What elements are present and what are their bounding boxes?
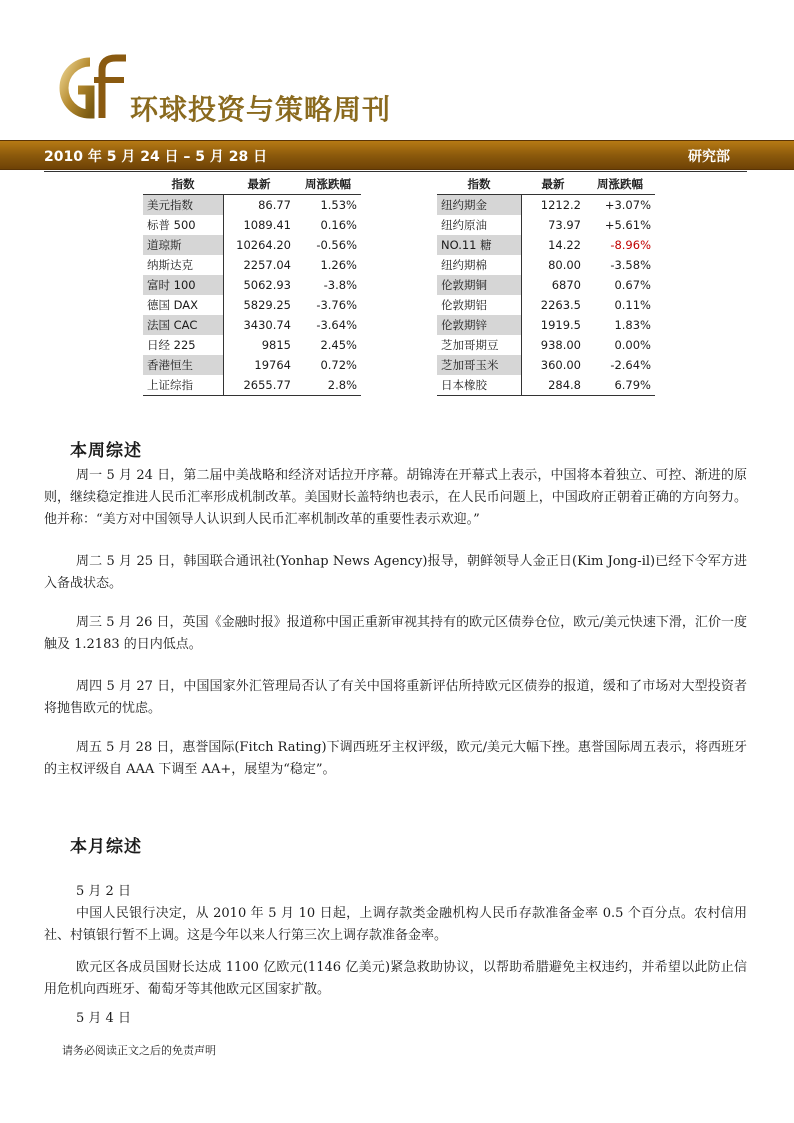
weekly-change: 1.26% — [320, 258, 357, 272]
index-name: 标普 500 — [143, 215, 223, 235]
latest-value: 1919.5 — [540, 318, 581, 332]
weekly-change: +3.07% — [604, 198, 651, 212]
table-row — [143, 295, 361, 315]
table-row — [143, 235, 361, 255]
index-name: 美元指数 — [143, 195, 223, 216]
table-row — [143, 195, 361, 216]
weekly-change: 0.11% — [614, 298, 651, 312]
table-row — [437, 195, 655, 216]
date-bar — [0, 140, 794, 170]
date-range: 2010 年 5 月 24 日 – 5 月 28 日 — [44, 149, 268, 165]
index-name: 富时 100 — [143, 275, 223, 295]
weekly-change: 1.83% — [614, 318, 651, 332]
monthly-paragraph: 中国人民银行决定，从 2010 年 5 月 10 日起，上调存款类金融机构人民币存款准备金率 0.5 个百分点。农村信用社、村镇银行暂不上调。这是今年以来人行第三次上调存款准备金率。 — [44, 906, 747, 943]
col-header: 最新 — [223, 174, 295, 195]
table-row — [143, 315, 361, 335]
header-divider — [44, 171, 747, 172]
table-row — [143, 335, 361, 355]
commodity-name: 伦敦期锌 — [437, 315, 521, 335]
weekly-change: -3.8% — [323, 278, 357, 292]
weekly-change: 2.8% — [295, 375, 361, 396]
latest-value: 14.22 — [548, 238, 581, 252]
col-header: 周涨跌幅 — [295, 174, 361, 195]
latest-value: 10264.20 — [236, 238, 291, 252]
table-row — [437, 295, 655, 315]
commodity-name: 纽约原油 — [437, 215, 521, 235]
weekly-change: 2.45% — [320, 338, 357, 352]
weekly-change: +5.61% — [604, 218, 651, 232]
index-table — [143, 174, 361, 396]
table-row — [143, 275, 361, 295]
weekly-change: -0.56% — [316, 238, 357, 252]
weekly-paragraph-wed: 周三 5 月 26 日，英国《金融时报》报道称中国正重新审视其持有的欧元区债券仓位，欧元/美元快速下滑，汇价一度触及 1.2183 的日内低点。 — [44, 615, 747, 652]
department-label: 研究部 — [688, 149, 730, 165]
table-row — [437, 335, 655, 355]
latest-value: 5829.25 — [243, 298, 291, 312]
weekly-change: 0.00% — [614, 338, 651, 352]
commodity-name: 伦敦期铜 — [437, 275, 521, 295]
commodity-table — [437, 174, 655, 396]
weekly-change: -3.76% — [316, 298, 357, 312]
index-name: 日经 225 — [143, 335, 223, 355]
commodity-name: NO.11 糖 — [437, 235, 521, 255]
col-header: 指数 — [143, 174, 223, 195]
latest-value: 73.97 — [548, 218, 581, 232]
latest-value: 19764 — [254, 358, 291, 372]
table-row — [437, 375, 655, 396]
table-row — [437, 215, 655, 235]
weekly-change: 0.16% — [320, 218, 357, 232]
latest-value: 284.8 — [521, 375, 585, 396]
index-name: 道琼斯 — [143, 235, 223, 255]
weekly-paragraph-fri: 周五 5 月 28 日，惠誉国际(Fitch Rating)下调西班牙主权评级，欧元/美元大幅下挫。惠誉国际周五表示，将西班牙的主权评级自 AAA 下调至 AA+，展望为“稳定”。 — [44, 740, 747, 777]
index-name: 香港恒生 — [143, 355, 223, 375]
table-row — [143, 355, 361, 375]
index-name: 德国 DAX — [143, 295, 223, 315]
monthly-date: 5 月 2 日 — [76, 884, 131, 899]
disclaimer-footer: 请务必阅读正文之后的免责声明 — [62, 1044, 216, 1057]
commodity-name: 纽约期金 — [437, 195, 521, 216]
weekly-summary-title: 本周综述 — [70, 441, 142, 461]
latest-value: 9815 — [261, 338, 291, 352]
index-name: 法国 CAC — [143, 315, 223, 335]
col-header: 指数 — [437, 174, 521, 195]
index-name: 纳斯达克 — [143, 255, 223, 275]
table-row — [437, 235, 655, 255]
index-name: 上证综指 — [143, 375, 223, 396]
table-row — [437, 255, 655, 275]
table-row — [143, 375, 361, 396]
latest-value: 3430.74 — [243, 318, 291, 332]
latest-value: 80.00 — [548, 258, 581, 272]
latest-value: 2655.77 — [223, 375, 295, 396]
table-row — [143, 255, 361, 275]
latest-value: 938.00 — [540, 338, 581, 352]
latest-value: 6870 — [551, 278, 581, 292]
commodity-name: 芝加哥期豆 — [437, 335, 521, 355]
weekly-change: 0.67% — [614, 278, 651, 292]
weekly-paragraph-thu: 周四 5 月 27 日，中国国家外汇管理局否认了有关中国将重新评估所持欧元区债券的报道，缓和了市场对大型投资者将抛售欧元的忧虑。 — [44, 679, 747, 716]
weekly-change: -8.96% — [610, 238, 651, 252]
brand-title: 环球投资与策略周刊 — [130, 93, 392, 126]
table-row — [143, 215, 361, 235]
monthly-paragraph: 欧元区各成员国财长达成 1100 亿欧元(1146 亿美元)紧急救助协议，以帮助希腊避免主权违约，并希望以此防止信用危机向西班牙、葡萄牙等其他欧元区国家扩散。 — [44, 960, 747, 997]
commodity-name: 伦敦期铝 — [437, 295, 521, 315]
weekly-paragraph-tue: 周二 5 月 25 日，韩国联合通讯社(Yonhap News Agency)报导，朝鲜领导人金正日(Kim Jong-il)已经下令军方进入备战状态。 — [44, 554, 747, 591]
latest-value: 1089.41 — [243, 218, 291, 232]
table-row — [437, 275, 655, 295]
commodity-name: 日本橡胶 — [437, 375, 521, 396]
gf-logo — [50, 50, 130, 125]
commodity-name: 芝加哥玉米 — [437, 355, 521, 375]
weekly-change: 0.72% — [320, 358, 357, 372]
latest-value: 5062.93 — [243, 278, 291, 292]
weekly-change: 6.79% — [585, 375, 655, 396]
latest-value: 86.77 — [258, 198, 291, 212]
table-row — [437, 315, 655, 335]
commodity-name: 纽约期棉 — [437, 255, 521, 275]
col-header: 最新 — [521, 174, 585, 195]
weekly-change: -3.64% — [316, 318, 357, 332]
weekly-change: -2.64% — [610, 358, 651, 372]
weekly-change: 1.53% — [320, 198, 357, 212]
weekly-change: -3.58% — [610, 258, 651, 272]
latest-value: 2257.04 — [243, 258, 291, 272]
monthly-date: 5 月 4 日 — [76, 1011, 131, 1026]
weekly-paragraph-mon: 周一 5 月 24 日，第二届中美战略和经济对话拉开序幕。胡锦涛在开幕式上表示，中国将本着独立、可控、渐进的原则，继续稳定推进人民币汇率形成机制改革。美国财长盖特纳也表示，在人民币问题上，中国政府正朝着正确的方向努力。他并称：“美方对中国领导人认识到人民币汇率机制改革的重要性表示欢迎。” — [44, 468, 747, 527]
latest-value: 2263.5 — [540, 298, 581, 312]
col-header: 周涨跌幅 — [585, 174, 655, 195]
latest-value: 1212.2 — [540, 198, 581, 212]
table-row — [437, 355, 655, 375]
monthly-summary-title: 本月综述 — [70, 837, 142, 857]
latest-value: 360.00 — [540, 358, 581, 372]
